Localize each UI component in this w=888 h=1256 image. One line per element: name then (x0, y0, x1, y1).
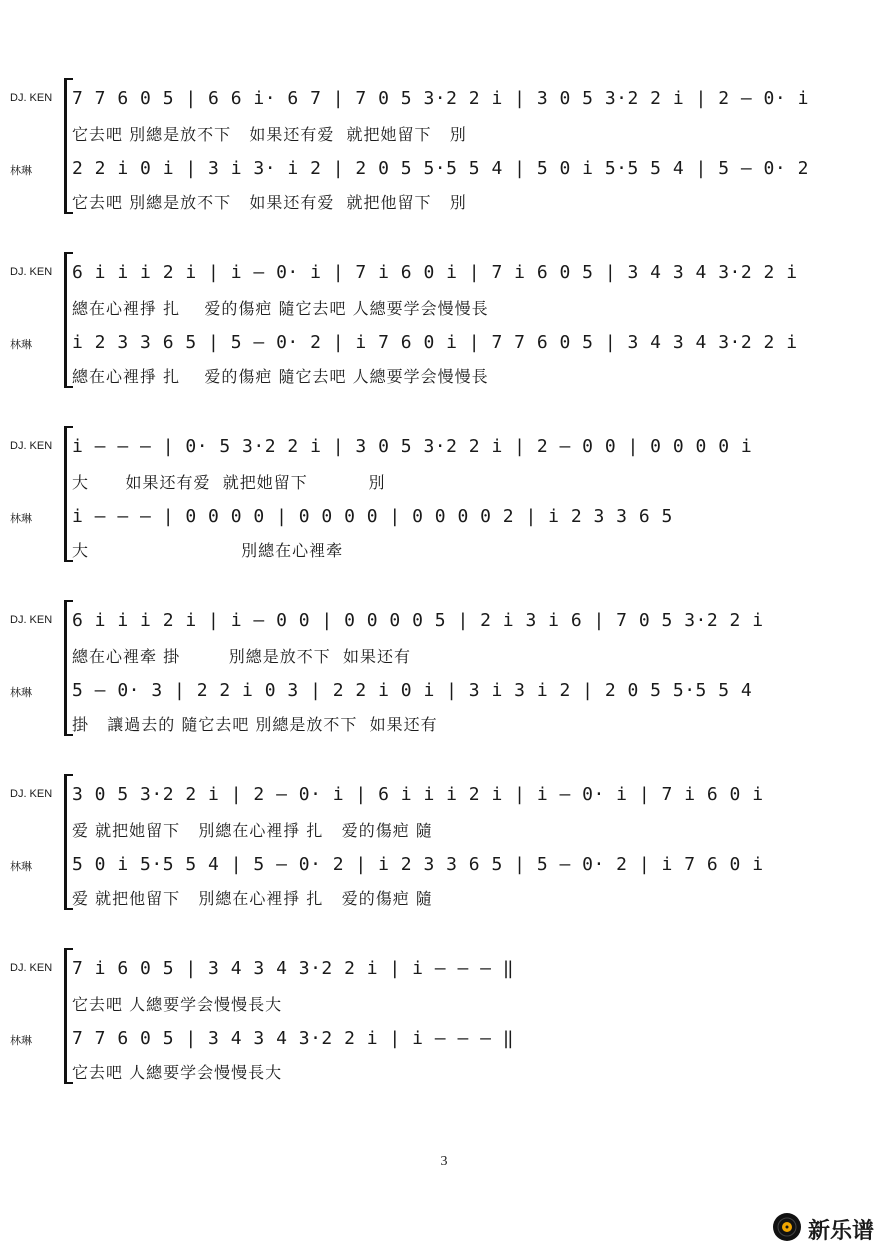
voice-label-a: DJ. KEN (10, 614, 53, 626)
voice-b-notes: 2 2 i 0 i | 3 i 3· i 2 | 2 0 5 5·5 5 4 | 5 0 i 5·5 5 4 | 5 — 0· 2 (72, 158, 809, 179)
page-number: 3 (440, 1154, 448, 1169)
voice-label-a: DJ. KEN (10, 962, 53, 974)
voice-a-lyrics: 大 如果还有爱 就把她留下 別 (72, 473, 386, 492)
logo-text: 新乐谱 (807, 1218, 874, 1244)
voice-a-notes: 7 i 6 0 5 | 3 4 3 4 3·2 2 i | i — — — ‖ (72, 958, 515, 979)
voice-b-lyrics: 它去吧 人總要学会慢慢長大 (72, 1063, 283, 1082)
voice-label-b: 林琳 (10, 861, 32, 873)
vinyl-record-icon (772, 1212, 802, 1246)
voice-a-notes: i — — — | 0· 5 3·2 2 i | 3 0 5 3·2 2 i | 2 — 0 0 | 0 0 0 0 i (72, 436, 753, 457)
voice-label-b: 林琳 (10, 1035, 32, 1047)
voice-b-lyrics: 爱 就把他留下 別總在心裡掙 扎 爱的傷疤 隨 (72, 889, 433, 908)
voice-label-b: 林琳 (10, 165, 32, 177)
voice-label-a: DJ. KEN (10, 788, 53, 800)
voice-label-a: DJ. KEN (10, 92, 53, 104)
voice-label-b: 林琳 (10, 687, 32, 699)
voice-b-lyrics: 它去吧 別總是放不下 如果还有爱 就把他留下 別 (72, 193, 467, 212)
voice-a-notes: 7 7 6 0 5 | 6 6 i· 6 7 | 7 0 5 3·2 2 i | 3 0 5 3·2 2 i | 2 — 0· i (72, 88, 809, 109)
voice-a-lyrics: 總在心裡掙 扎 爱的傷疤 隨它去吧 人總要学会慢慢長 (72, 299, 489, 318)
voice-a-notes: 3 0 5 3·2 2 i | 2 — 0· i | 6 i i i 2 i | i — 0· i | 7 i 6 0 i (72, 784, 764, 805)
voice-label-a: DJ. KEN (10, 440, 53, 452)
voice-b-notes: i 2 3 3 6 5 | 5 — 0· 2 | i 7 6 0 i | 7 7 6 0 5 | 3 4 3 4 3·2 2 i (72, 332, 798, 353)
voice-b-notes: 5 0 i 5·5 5 4 | 5 — 0· 2 | i 2 3 3 6 5 | 5 — 0· 2 | i 7 6 0 i (72, 854, 764, 875)
voice-label-b: 林琳 (10, 339, 32, 351)
site-logo (772, 1212, 874, 1246)
voice-b-lyrics: 總在心裡掙 扎 爱的傷疤 隨它去吧 人總要学会慢慢長 (72, 367, 489, 386)
voice-a-notes: 6 i i i 2 i | i — 0· i | 7 i 6 0 i | 7 i 6 0 5 | 3 4 3 4 3·2 2 i (72, 262, 798, 283)
voice-a-lyrics: 爱 就把她留下 別總在心裡掙 扎 爱的傷疤 隨 (72, 821, 433, 840)
voice-a-lyrics: 它去吧 人總要学会慢慢長大 (72, 995, 283, 1014)
voice-b-notes: i — — — | 0 0 0 0 | 0 0 0 0 | 0 0 0 0 2 | i 2 3 3 6 5 (72, 506, 673, 527)
voice-b-notes: 7 7 6 0 5 | 3 4 3 4 3·2 2 i | i — — — ‖ (72, 1028, 515, 1049)
voice-a-lyrics: 它去吧 別總是放不下 如果还有爱 就把她留下 別 (72, 125, 467, 144)
voice-a-notes: 6 i i i 2 i | i — 0 0 | 0 0 0 0 5 | 2 i 3 i 6 | 7 0 5 3·2 2 i (72, 610, 764, 631)
voice-label-b: 林琳 (10, 513, 32, 525)
voice-b-notes: 5 — 0· 3 | 2 2 i 0 3 | 2 2 i 0 i | 3 i 3 i 2 | 2 0 5 5·5 5 4 (72, 680, 753, 701)
voice-a-lyrics: 總在心裡牽 掛 別總是放不下 如果还有 (72, 647, 411, 666)
voice-label-a: DJ. KEN (10, 266, 53, 278)
voice-b-lyrics: 大 別總在心裡牽 (72, 541, 344, 560)
voice-b-lyrics: 掛 讓過去的 隨它去吧 別總是放不下 如果还有 (72, 715, 438, 734)
